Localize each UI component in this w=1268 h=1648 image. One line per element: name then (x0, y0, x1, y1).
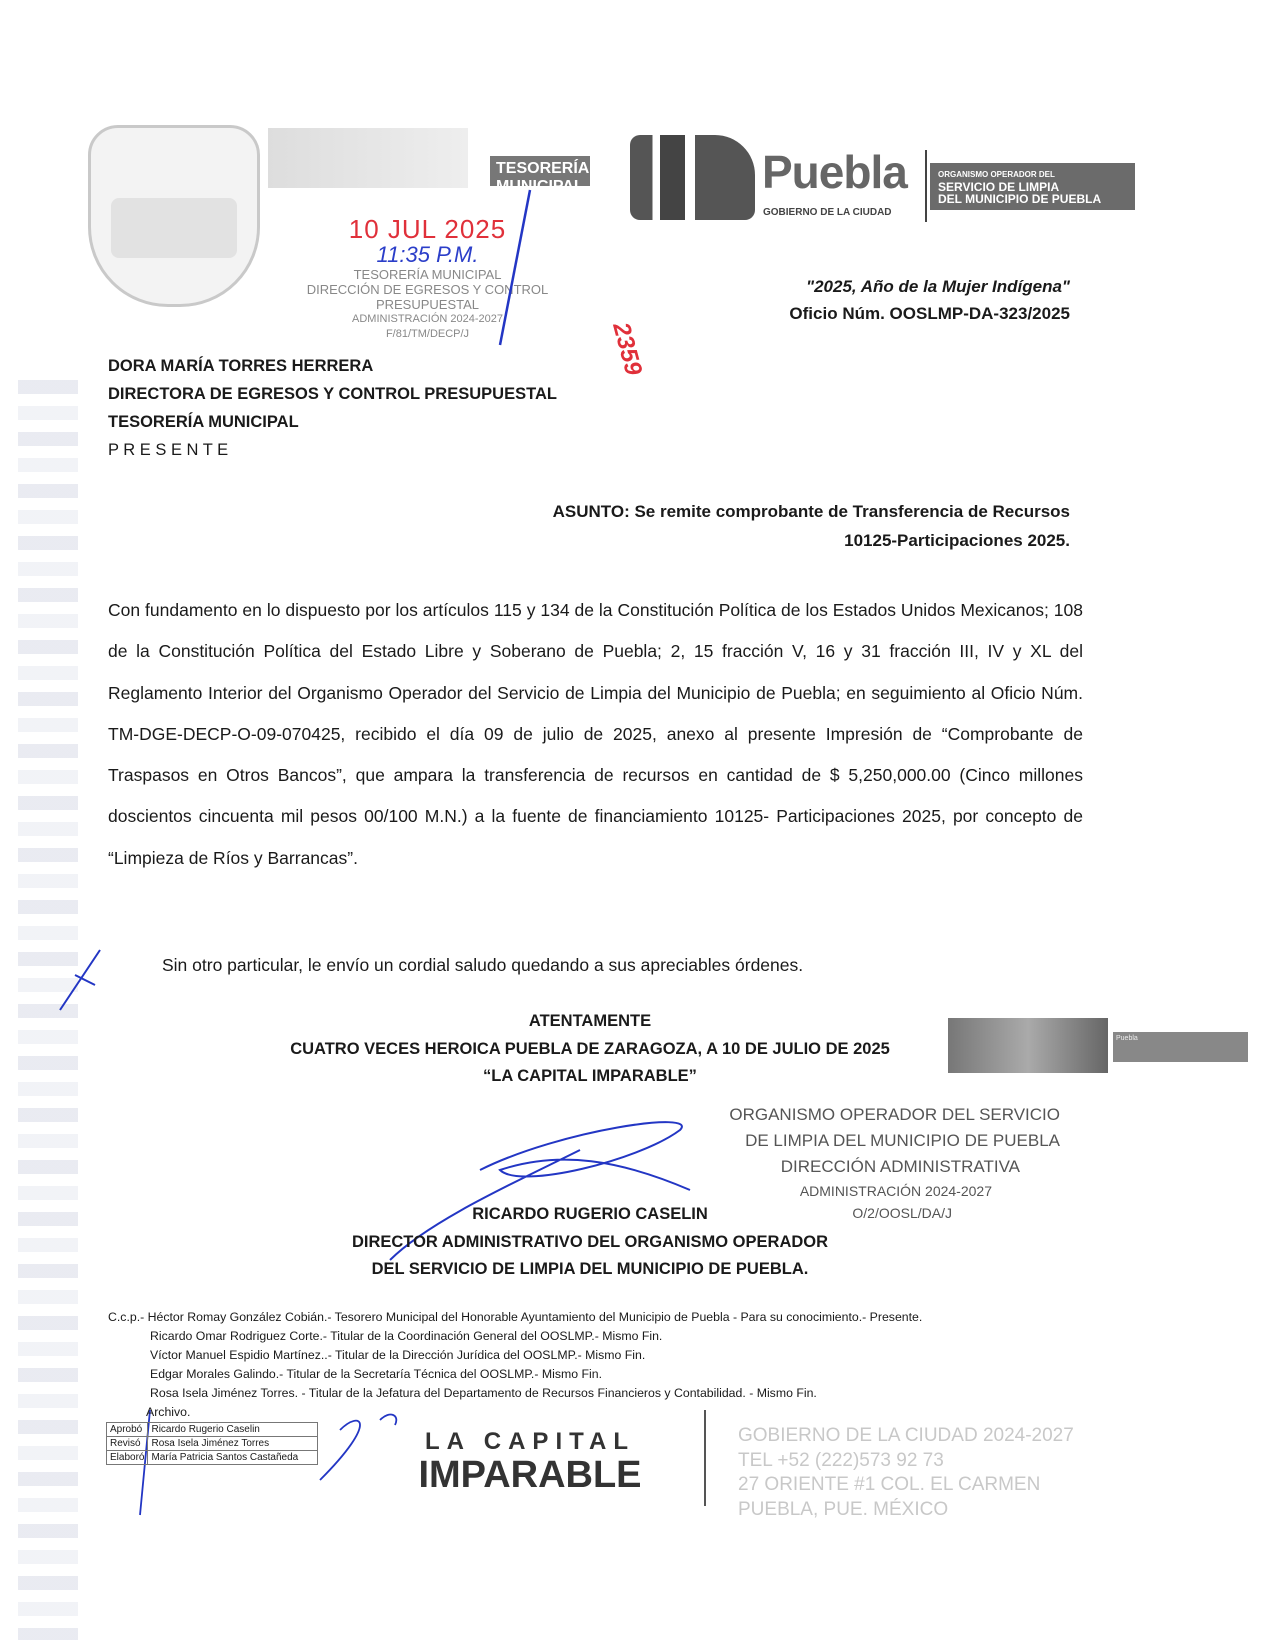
puebla-stamp-logo (948, 1018, 1248, 1074)
signer-name: RICARDO RUGERIO CASELIN (472, 1205, 708, 1223)
table-row (107, 1451, 318, 1465)
box-small: ORGANISMO OPERADOR DEL (938, 170, 1055, 179)
role: Aprobó (107, 1423, 148, 1437)
tesoreria-logo-text: TESORERÍA MUNICIPAL (490, 156, 590, 186)
footer-address (738, 1424, 1074, 1522)
decorative-border-pattern (18, 380, 78, 1640)
puebla-wordmark: Puebla (762, 146, 907, 198)
footer-line: TEL +52 (222)573 92 73 (738, 1449, 944, 1471)
ccp-item: Archivo. (146, 1405, 191, 1419)
year-motto: "2025, Año de la Mujer Indígena" (806, 277, 1070, 296)
footer-divider (704, 1410, 706, 1506)
review-table (106, 1422, 318, 1465)
reviewer-name: María Patricia Santos Castañeda (148, 1451, 318, 1465)
addressee-title: DIRECTORA DE EGRESOS Y CONTROL PRESUPUESTAL (108, 385, 557, 403)
stamp-line: TESORERÍA MUNICIPAL (353, 267, 502, 282)
logo-line: IMPARABLE (418, 1454, 642, 1496)
closing: Sin otro particular, le envío un cordial saludo quedando a sus apreciables órdenes. (162, 955, 804, 975)
reviewer-name: Rosa Isela Jiménez Torres (148, 1437, 318, 1451)
stamp-line: ADMINISTRACIÓN 2024-2027 (799, 1183, 992, 1199)
table-row (107, 1437, 318, 1451)
ccp-item: Víctor Manuel Espidio Martínez..- Titular de la Dirección Jurídica del OOSLMP.- Mismo Fin. (150, 1348, 646, 1362)
ccp-item: Rosa Isela Jiménez Torres. - Titular de la Jefatura del Departamento de Recursos Financieros y Contabilidad. - Mismo Fin. (150, 1386, 817, 1400)
oficio-number: Oficio Núm. OOSLMP-DA-323/2025 (789, 304, 1070, 323)
addressee-office: TESORERÍA MUNICIPAL (108, 413, 299, 431)
received-date: 10 JUL 2025 (348, 214, 507, 244)
stamp-logo-text: Puebla (1113, 1032, 1248, 1062)
signer-title: DIRECTOR ADMINISTRATIVO DEL ORGANISMO OPERADOR (351, 1232, 829, 1251)
received-stamp (290, 215, 565, 342)
signer-title: DEL SERVICIO DE LIMPIA DEL MUNICIPIO DE PUEBLA. (371, 1260, 809, 1278)
capital-imparable-logo (385, 1428, 675, 1494)
table-row (107, 1423, 318, 1437)
addressee-name: DORA MARÍA TORRES HERRERA (108, 357, 374, 375)
stamp-line: DIRECCIÓN DE EGRESOS Y CONTROL (306, 282, 549, 297)
ccp-item: C.c.p.- Héctor Romay González Cobián.- Tesorero Municipal del Honorable Ayuntamiento del Municipio de Puebla - Para su conocimiento.- Presente. (108, 1310, 923, 1324)
puebla-emblem-icon (630, 135, 755, 220)
tesoreria-logo (268, 128, 590, 195)
footer-line: PUEBLA, PUE. MÉXICO (738, 1498, 949, 1520)
subject-line: 10125-Participaciones 2025. (844, 531, 1070, 550)
subject (553, 497, 1070, 555)
role: Revisó (107, 1437, 148, 1451)
body-paragraph: Con fundamento en lo dispuesto por los artículos 115 y 134 de la Constitución Política de los Estados Unidos Mexicanos; 108 de la Constitución Política del Estado Libre y Soberano de Puebla; 2, 15 fracción V, 16 y 31 fracción III, IV y XL del Reglamento Interior del Organismo Operador del Servicio de Limpia del Municipio de Puebla; en seguimiento al Oficio Núm. TM-DGE-DECP-O-09-070425, recibido el día 09 de julio de 2025, anexo al presente Impresión de “Comprobante de Traspasos en Otros Bancos”, que ampara la transferencia de recursos en cantidad de $ 5,250,000.00 (Cinco millones doscientos cincuenta mil pesos 00/100 M.N.) a la fuente de financiamiento 10125- Participaciones 2025, por concepto de “Limpieza de Ríos y Barrancas”. (108, 600, 1083, 868)
logo-line: LA CAPITAL (425, 1428, 635, 1455)
ccp-item: Ricardo Omar Rodriguez Corte.- Titular de la Coordinación General del OOSLMP.- Mismo Fin. (150, 1329, 663, 1343)
place-date: CUATRO VECES HEROICA PUEBLA DE ZARAGOZA, A 10 DE JULIO DE 2025 (290, 1039, 890, 1058)
folio-stamp: 2359 (607, 319, 648, 379)
ooslmp-box (930, 163, 1135, 210)
stamp-line: O/2/OOSL/DA/J (852, 1205, 952, 1221)
puebla-sub: GOBIERNO DE LA CIUDAD (763, 207, 892, 218)
box-line: SERVICIO DE LIMPIA (938, 180, 1060, 194)
stamp-line: ADMINISTRACIÓN 2024-2027 (352, 313, 503, 325)
stamp-line: DIRECCIÓN ADMINISTRATIVA (780, 1157, 1020, 1176)
box-line: DEL MUNICIPIO DE PUEBLA (938, 192, 1102, 206)
role: Elaboró (107, 1451, 148, 1465)
stamp-line: PRESUPUESTAL (375, 297, 480, 312)
municipal-crest-logo (88, 125, 260, 307)
footer-line: GOBIERNO DE LA CIUDAD 2024-2027 (738, 1425, 1074, 1446)
footer-line: 27 ORIENTE #1 COL. EL CARMEN (738, 1474, 1041, 1495)
ccp-list (108, 1308, 922, 1422)
signature-block (240, 1008, 940, 1091)
stamp-line: ORGANISMO OPERADOR DEL SERVICIO (729, 1105, 1060, 1124)
stamp-line: F/81/TM/DECP/J (385, 328, 470, 340)
received-time: 11:35 P.M. (376, 242, 479, 267)
ccp-item: Edgar Morales Galindo.- Titular de la Secretaría Técnica del OOSLMP.- Mismo Fin. (150, 1367, 602, 1381)
slogan: “LA CAPITAL IMPARABLE” (483, 1067, 697, 1085)
signer-block (240, 1201, 940, 1284)
subject-line: ASUNTO: Se remite comprobante de Transferencia de Recursos (552, 502, 1070, 521)
attentively: ATENTAMENTE (528, 1012, 652, 1030)
stamp-line: DE LIMPIA DEL MUNICIPIO DE PUEBLA (745, 1131, 1060, 1150)
puebla-logo (630, 135, 1135, 225)
reviewer-name: Ricardo Rugerio Caselin (148, 1423, 318, 1437)
addressee-presente: P R E S E N T E (108, 441, 229, 459)
